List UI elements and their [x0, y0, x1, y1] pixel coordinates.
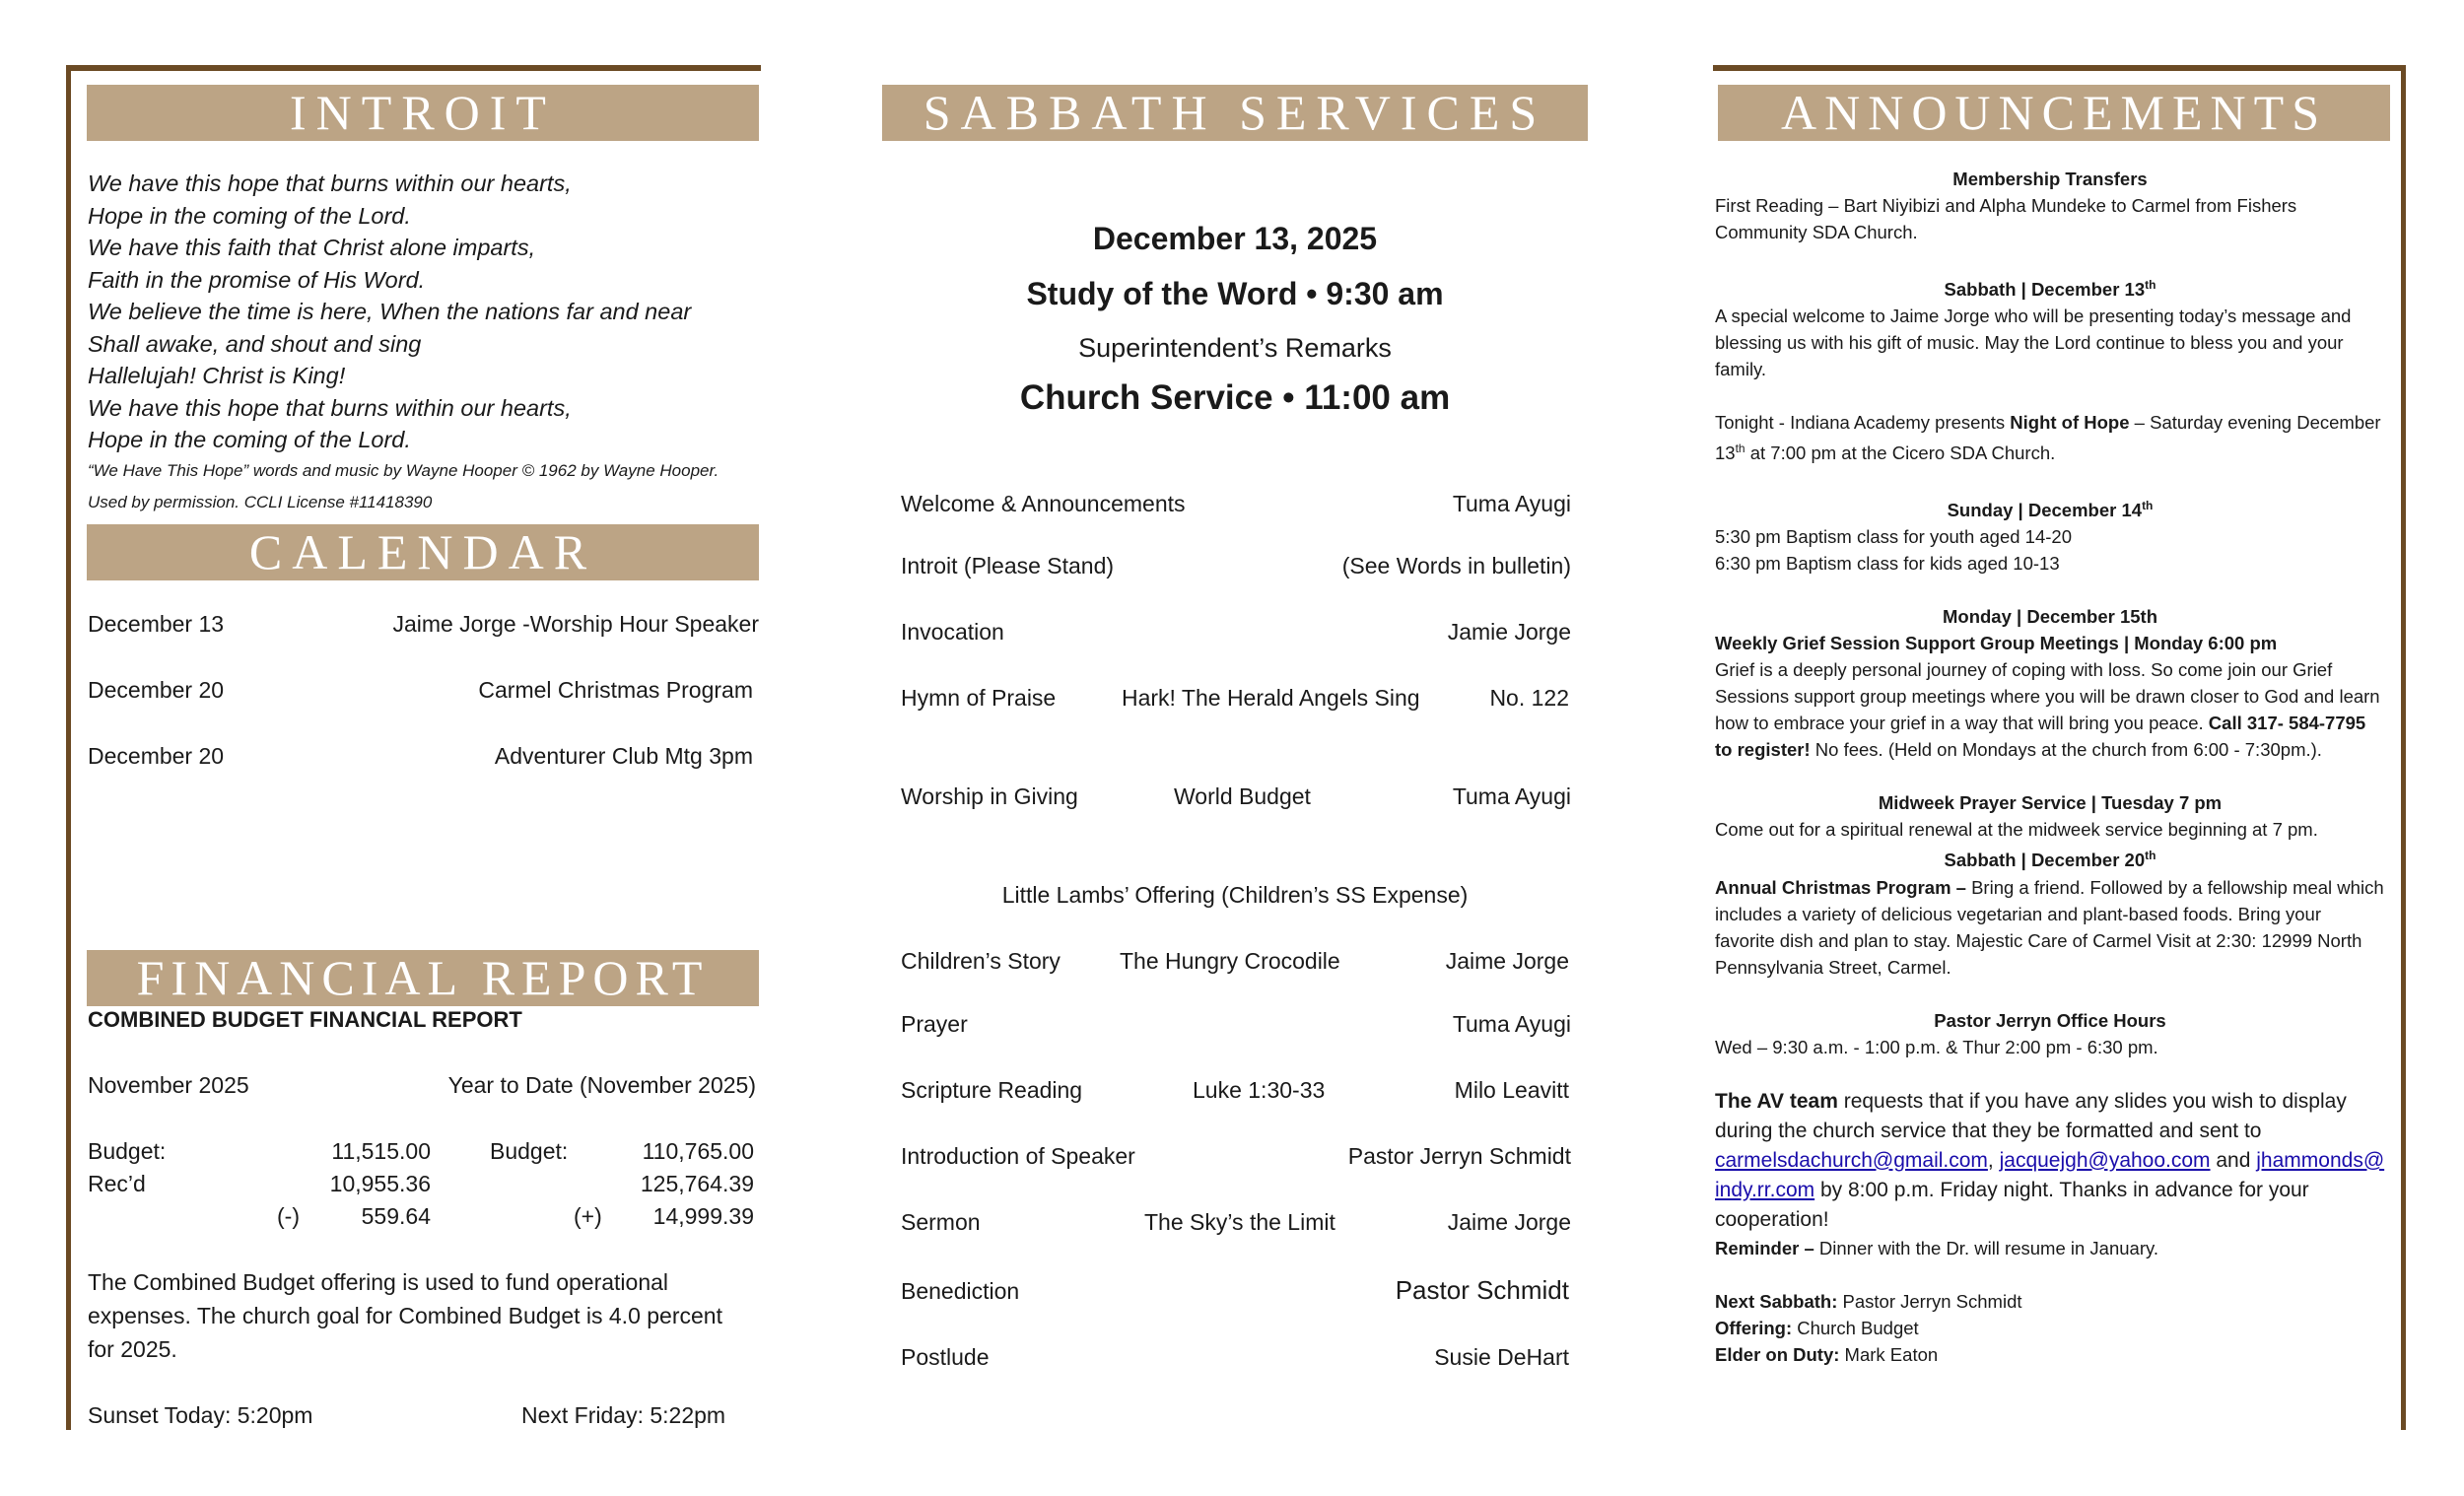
service-item-person: Jamie Jorge [1447, 619, 1571, 645]
lyric-line: We have this faith that Christ alone imparts, [88, 235, 536, 260]
introit-license: Used by permission. CCLI License #11418390 [88, 493, 433, 511]
grief-title: Weekly Grief Session Support Group Meetings | Monday 6:00 pm [1715, 633, 2278, 654]
ytd-label: Year to Date (November 2025) [447, 1072, 756, 1098]
tonight-post: – Saturday evening December 13 [1715, 412, 2381, 464]
service-date: December 13, 2025 [1092, 221, 1378, 256]
left-side-rule [66, 65, 71, 1430]
sabbath13-title-text: Sabbath | December 13 [1944, 279, 2146, 301]
service-item-person: Jaime Jorge [1445, 948, 1569, 974]
night-of-hope: Night of Hope [2010, 412, 2130, 434]
budget-label: Budget: [88, 1138, 167, 1164]
introit-heading: INTROIT [87, 85, 759, 141]
service-item-person: (See Words in bulletin) [1341, 553, 1571, 578]
av-text [1715, 1087, 2385, 1235]
lyric-line: We have this hope that burns within our hearts, [88, 170, 572, 196]
elder-on-duty [1715, 1341, 2385, 1368]
tonight-pre: Tonight - Indiana Academy presents [1715, 412, 2011, 434]
ytd-recd: 125,764.39 [640, 1171, 754, 1196]
membership-text: First Reading – Bart Niyibizi and Alpha Mundeke to Carmel from Fishers Community SDA Church. [1715, 195, 2297, 242]
service-item-middle: World Budget [1174, 783, 1311, 809]
month-budget: 11,515.00 [331, 1138, 431, 1164]
lyric-line: Shall awake, and shout and sing [88, 330, 422, 357]
lyric-line: Faith in the promise of His Word. [88, 266, 426, 293]
grief-end: No fees. (Held on Mondays at the church from 6:00 - 7:30pm.). [1810, 739, 2322, 761]
service-item-middle: The Sky’s the Limit [1144, 1209, 1335, 1235]
service-item-middle: Little Lambs’ Offering (Children’s SS Expense) [1001, 882, 1469, 908]
midweek-text: Come out for a spiritual renewal at the midweek service beginning at 7 pm. [1715, 819, 2318, 841]
lyric-line: We believe the time is here, When the nations far and near [88, 299, 692, 324]
lyric-line: Hallelujah! Christ is King! [88, 363, 346, 388]
service-item-person: Pastor Jerryn Schmidt [1347, 1143, 1571, 1169]
sabbath20-title [1715, 843, 2385, 873]
calendar-date: December 20 [88, 743, 225, 769]
offering [1715, 1315, 2385, 1341]
sabbath20-sup: th [2145, 849, 2156, 863]
ytd-budget-label: Budget: [490, 1138, 569, 1164]
month-recd: 10,955.36 [329, 1171, 431, 1196]
service-item-name: Worship in Giving [901, 783, 1078, 809]
right-top-rule [1713, 65, 2406, 71]
church-service-time: Church Service • 11:00 am [1019, 378, 1451, 417]
reminder-text [1715, 1235, 2385, 1261]
sunday-sup: th [2142, 499, 2154, 513]
service-item-middle: Luke 1:30-33 [1193, 1077, 1326, 1103]
service-item-name: Prayer [901, 1011, 968, 1037]
offering-label: Offering: [1715, 1317, 1793, 1338]
month-diff: 559.64 [361, 1203, 431, 1229]
financial-note: expenses. The church goal for Combined Budget is 4.0 percent [88, 1303, 722, 1328]
offering-value: Church Budget [1792, 1317, 1919, 1338]
ytd-budget: 110,765.00 [642, 1138, 754, 1164]
calendar-event: Adventurer Club Mtg 3pm [494, 743, 753, 769]
office-title: Pastor Jerryn Office Hours [1934, 1009, 2166, 1031]
xmas-body: Bring a friend. Followed by a fellowship meal which includes a variety of delicious vegetarian and plant-based foods. Bring your favorite dish and plan to stay. Majestic Care of Carmel Visit at 2:30: 12999 North Pennsylvania Street, Carmel. [1715, 876, 2384, 978]
services-heading: SABBATH SERVICES [882, 85, 1588, 141]
grief-body: Grief is a deeply personal journey of coping with loss. So come join our Grief Sessions support group meetings where you will be drawn closer to God and learn how to embrace your grief in a way that will bring you peace. [1715, 659, 2380, 734]
next-value: Pastor Jerryn Schmidt [1837, 1290, 2022, 1312]
calendar-heading: CALENDAR [87, 524, 759, 580]
lyric-line: We have this hope that burns within our hearts, [88, 394, 572, 421]
financial-subheading: COMBINED BUDGET FINANCIAL REPORT [88, 1007, 522, 1032]
service-item-person: Tuma Ayugi [1452, 491, 1571, 516]
grief-text [1715, 656, 2385, 763]
financial-note: The Combined Budget offering is used to fund operational [88, 1269, 669, 1295]
announcements-body [1715, 166, 2385, 1368]
email-link-jhammonds[interactable]: jhammonds@indy.rr.com [1715, 1148, 2385, 1201]
sunset-today: Sunset Today: 5:20pm [88, 1402, 313, 1428]
service-item-name: Sermon [901, 1209, 981, 1235]
email-and: and [2210, 1148, 2257, 1172]
av-bold: The AV team [1715, 1089, 1838, 1113]
introit-lyrics [88, 168, 691, 456]
grief-call: Call 317- 584-7795 to register! [1715, 713, 2366, 761]
email-link-carmelsdachurch[interactable]: carmelsdachurch@gmail.com [1715, 1148, 1988, 1172]
service-item-person: Pastor Schmidt [1395, 1275, 1569, 1305]
service-item-middle: Hark! The Herald Angels Sing [1122, 685, 1420, 711]
membership-title: Membership Transfers [1952, 169, 2148, 189]
service-item-person: Tuma Ayugi [1452, 783, 1571, 809]
service-item-name: Introit (Please Stand) [901, 553, 1115, 578]
next-label: Next Sabbath: [1715, 1290, 1838, 1312]
study-time: Study of the Word • 9:30 am [1026, 276, 1444, 311]
xmas-text [1715, 874, 2385, 981]
calendar-event: Carmel Christmas Program [478, 677, 753, 703]
next-sabbath [1715, 1288, 2385, 1315]
reminder-body: Dinner with the Dr. will resume in January. [1814, 1237, 2158, 1258]
sunday-title [1715, 493, 2385, 523]
elder-label: Elder on Duty: [1715, 1343, 1840, 1365]
calendar-event: Jaime Jorge -Worship Hour Speaker [392, 611, 759, 637]
service-item-person: Milo Leavitt [1454, 1077, 1569, 1103]
reminder-bold: Reminder – [1715, 1237, 1814, 1258]
email-separator: , [1987, 1148, 2000, 1172]
xmas-bold: Annual Christmas Program – [1715, 876, 1966, 898]
service-item-middle: The Hungry Crocodile [1120, 948, 1340, 974]
sunset-friday: Next Friday: 5:22pm [521, 1402, 726, 1428]
left-top-rule [66, 65, 761, 71]
ytd-diff-sign: (+) [574, 1203, 602, 1229]
sabbath13-title [1715, 272, 2385, 303]
monday-title: Monday | December 15th [1943, 606, 2157, 628]
av-body: requests that if you have any slides you wish to display during the church service that they be formatted and sent to [1715, 1089, 2347, 1142]
midweek-title: Midweek Prayer Service | Tuesday 7 pm [1878, 792, 2223, 814]
service-item-name: Invocation [901, 619, 1004, 645]
lyric-line: Hope in the coming of the Lord. [88, 202, 411, 229]
recd-label: Rec’d [88, 1171, 146, 1196]
month-diff-sign: (-) [277, 1203, 300, 1229]
right-side-rule [2401, 65, 2406, 1430]
tonight-text [1715, 409, 2385, 466]
service-item-name: Children’s Story [901, 948, 1061, 974]
service-item-name: Welcome & Announcements [901, 491, 1186, 516]
service-item-name: Scripture Reading [901, 1077, 1083, 1103]
service-item-name: Hymn of Praise [901, 685, 1057, 711]
av-end: by 8:00 p.m. Friday night. Thanks in advance for your cooperation! [1715, 1178, 2309, 1231]
sabbath20-title-text: Sabbath | December 20 [1944, 850, 2146, 871]
service-item-name: Postlude [901, 1344, 990, 1370]
elder-value: Mark Eaton [1839, 1343, 1939, 1365]
sabbath13-sup: th [2145, 278, 2156, 292]
lyric-line: Hope in the coming of the Lord. [88, 427, 411, 452]
calendar-date: December 13 [88, 611, 225, 637]
financial-heading: FINANCIAL REPORT [87, 950, 759, 1006]
announcements-heading: ANNOUNCEMENTS [1718, 85, 2390, 141]
calendar-date: December 20 [88, 677, 225, 703]
service-item-name: Introduction of Speaker [901, 1143, 1135, 1169]
service-item-person: Tuma Ayugi [1452, 1011, 1571, 1037]
month-label: November 2025 [88, 1072, 249, 1098]
service-item-name: Benediction [901, 1278, 1020, 1304]
office-text: Wed – 9:30 a.m. - 1:00 p.m. & Thur 2:00 pm - 6:30 pm. [1715, 1036, 2158, 1057]
sunday-line: 5:30 pm Baptism class for youth aged 14-20 [1715, 526, 2072, 548]
ytd-diff: 14,999.39 [652, 1203, 754, 1229]
service-item-person: Susie DeHart [1434, 1344, 1569, 1370]
tonight-sup: th [1735, 442, 1745, 456]
superintendent-remarks: Superintendent’s Remarks [1078, 333, 1392, 363]
financial-note: for 2025. [88, 1336, 177, 1362]
email-link-jacquejgh[interactable]: jacquejgh@yahoo.com [1999, 1148, 2211, 1172]
tonight-end: at 7:00 pm at the Cicero SDA Church. [1745, 442, 2056, 464]
service-item-person: No. 122 [1489, 685, 1569, 711]
sunday-title-text: Sunday | December 14 [1947, 500, 2143, 521]
service-item-person: Jaime Jorge [1447, 1209, 1571, 1235]
sabbath13-text: A special welcome to Jaime Jorge who will be presenting today’s message and blessing us with his gift of music. May the Lord continue to bless you and your family. [1715, 306, 2352, 380]
sunday-line: 6:30 pm Baptism class for kids aged 10-13 [1715, 553, 2060, 575]
introit-credit: “We Have This Hope” words and music by Wayne Hooper © 1962 by Wayne Hooper. [88, 461, 719, 480]
